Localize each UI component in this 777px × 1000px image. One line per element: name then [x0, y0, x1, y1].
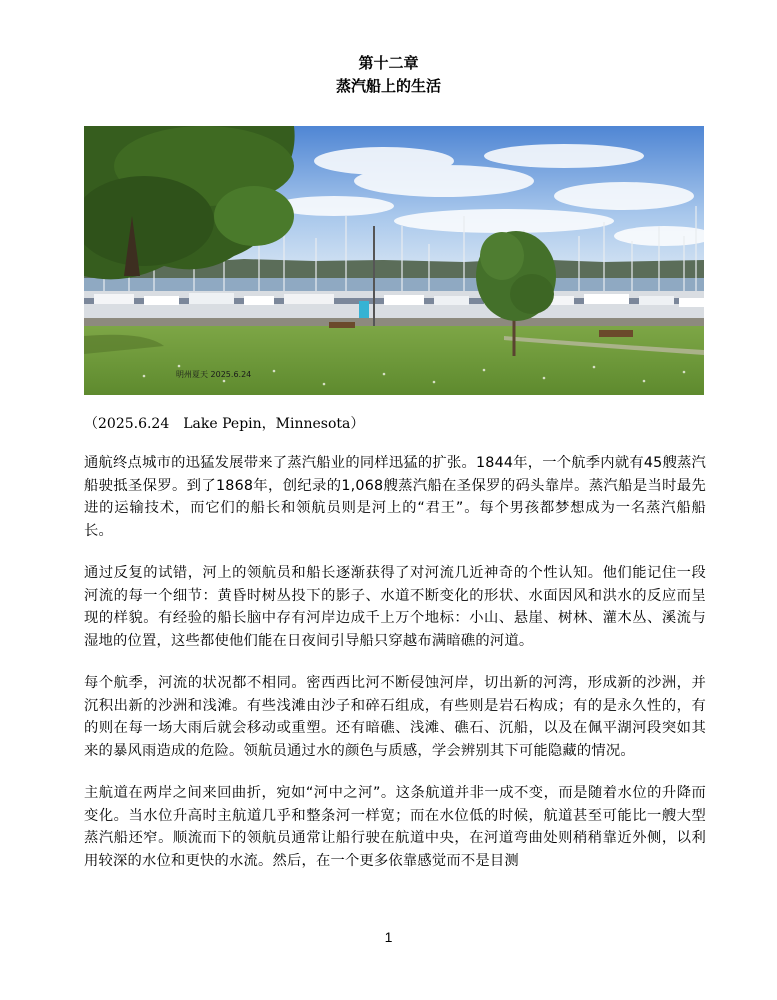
paragraph: 通航终点城市的迅猛发展带来了蒸汽船业的同样迅猛的扩张。1844年，一个航季内就有45艘蒸汽船驶抵圣保罗。到了1868年，创纪录的1,068艘蒸汽船在圣保罗的码头靠岸。蒸汽船是当时最先进的运输技术，而它们的船长和领航员则是河上的“君王”。每个男孩都梦想成为一名蒸汽船船长。 [84, 455, 706, 539]
marina-photo [84, 126, 704, 395]
paragraph: 每个航季，河流的状况都不相同。密西西比河不断侵蚀河岸，切出新的河湾，形成新的沙洲，并沉积出新的沙洲和浅滩。有些浅滩由沙子和碎石组成，有些则是岩石构成；有的是永久性的，有的则在每一场大雨后就会移动或重塑。还有暗礁、浅滩、礁石、沉船，以及在佩平湖河段突如其来的暴风雨造成的危险。领航员通过水的颜色与质感，学会辨别其下可能隐藏的情况。 [84, 675, 706, 759]
paragraph: 通过反复的试错，河上的领航员和船长逐渐获得了对河流几近神奇的个性认知。他们能记住一段河流的每一个细节：黄昏时树丛投下的影子、水道不断变化的形状、水面因风和洪水的反应而呈现的样貌。有经验的船长脑中存有河岸边成千上万个地标：小山、悬崖、树林、灌木丛、溪流与湿地的位置，这些都使他们能在日夜间引导船只穿越布满暗礁的河道。 [84, 565, 706, 649]
body-text [84, 452, 706, 892]
park-bench [599, 330, 633, 337]
page-number: 1 [384, 929, 393, 945]
chapter-header [0, 52, 777, 98]
chapter-title: 蒸汽船上的生活 [335, 77, 441, 95]
photo-watermark: 明州夏天 2025.6.24 [176, 370, 252, 379]
chapter-number: 第十二章 [358, 54, 419, 72]
photo-caption: （2025.6.24 Lake Pepin，Minnesota） [84, 416, 365, 432]
paragraph: 主航道在两岸之间来回曲折，宛如“河中之河”。这条航道并非一成不变，而是随着水位的升降而变化。当水位升高时主航道几乎和整条河一样宽；而在水位低的时候，航道甚至可能比一艘大型蒸汽船还窄。顺流而下的领航员通常让船行驶在航道中央，在河道弯曲处则稍稍靠近外侧，以利用较深的水位和更快的水流。然后，在一个更多依靠感觉而不是目测 [84, 785, 706, 869]
park-bench [329, 322, 355, 328]
